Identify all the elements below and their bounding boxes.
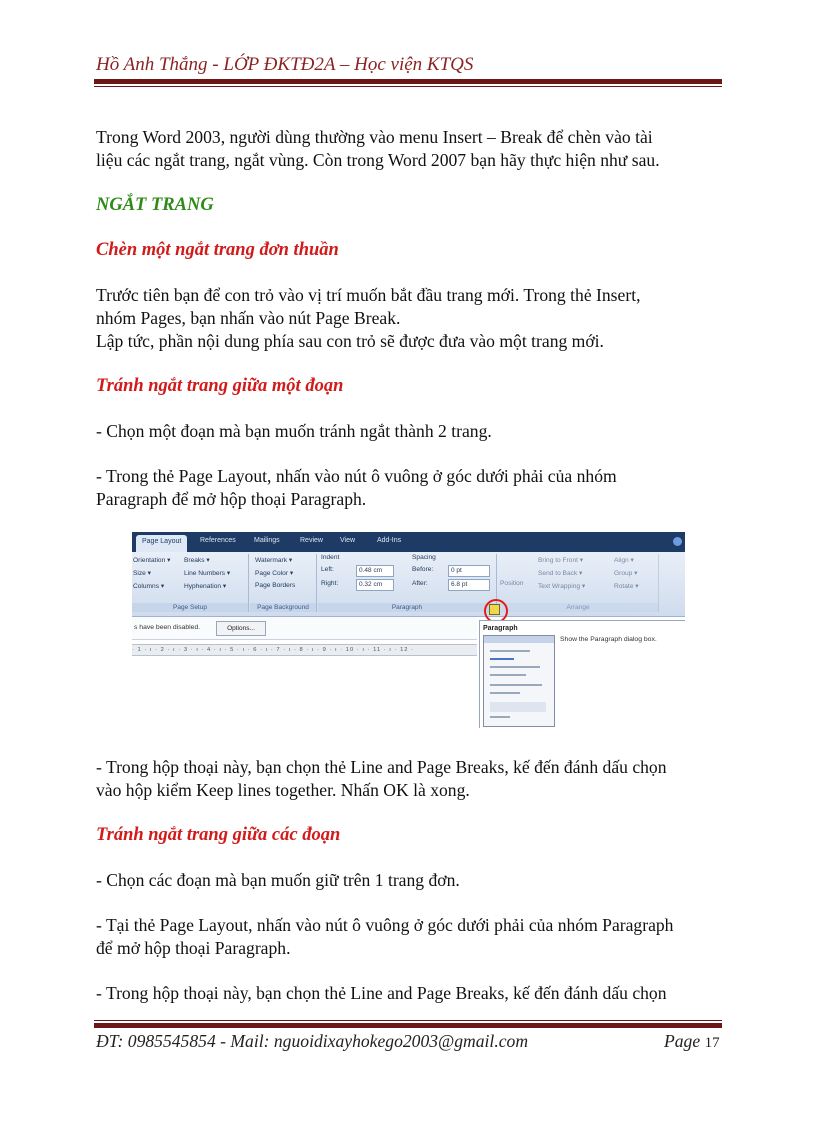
footer-contact: ĐT: 0985545854 - Mail: nguoidixayhokego2003@gmail.com <box>96 1031 529 1051</box>
tab-references[interactable]: References <box>200 537 236 544</box>
page-header: Hồ Anh Thắng - LỚP ĐKTĐ2A – Học viện KTQS <box>96 54 474 75</box>
sub2-paragraph-3-line-2: vào hộp kiểm Keep lines together. Nhấn OK là xong. <box>96 780 470 800</box>
bring-to-front-button[interactable]: Bring to Front ▾ <box>538 557 584 564</box>
breaks-button[interactable]: Breaks ▾ <box>184 557 210 564</box>
page-borders-button[interactable]: Page Borders <box>255 582 296 589</box>
header-rule-thick <box>94 79 722 84</box>
left-indent-input[interactable]: 0.48 cm <box>356 565 394 577</box>
sub3-paragraph-2-line-2: để mở hộp thoại Paragraph. <box>96 938 291 958</box>
sub2-paragraph-2-line-2: Paragraph để mở hộp thoại Paragraph. <box>96 489 367 509</box>
size-button[interactable]: Size ▾ <box>133 570 151 577</box>
options-button[interactable]: Options... <box>216 621 266 636</box>
sub3-paragraph-2-line-1: - Tại thẻ Page Layout, nhấn vào nút ô vuông ở góc dưới phải của nhóm Paragraph <box>96 915 674 935</box>
footer-rule-thick <box>94 1023 722 1028</box>
paragraph-group-label: Paragraph <box>318 603 496 612</box>
spacing-before-label: Before: <box>412 566 434 573</box>
tab-add-ins[interactable]: Add-Ins <box>377 537 402 544</box>
group-page-background <box>250 554 317 612</box>
paragraph-dialog-launcher-icon[interactable] <box>489 604 500 615</box>
columns-button[interactable]: Columns ▾ <box>133 583 165 590</box>
spacing-after-input[interactable]: 6.8 pt <box>448 579 490 591</box>
sub3-paragraph-3: - Trong hộp thoại này, bạn chọn thẻ Line and Page Breaks, kế đến đánh dấu chọn <box>96 983 667 1003</box>
paragraph-dialog-thumbnail <box>483 635 555 727</box>
page-setup-label: Page Setup <box>132 603 248 612</box>
section-title: NGẮT TRANG <box>96 195 214 215</box>
sub2-paragraph-2-line-1: - Trong thẻ Page Layout, nhấn vào nút ô vuông ở góc dưới phải của nhóm <box>96 466 617 486</box>
left-indent-label: Left: <box>321 566 334 573</box>
sub1-line-2: nhóm Pages, bạn nhấn vào nút Page Break. <box>96 308 401 328</box>
send-to-back-button[interactable]: Send to Back ▾ <box>538 570 583 577</box>
page-color-button[interactable]: Page Color ▾ <box>255 570 294 577</box>
help-icon[interactable] <box>673 537 682 546</box>
tooltip-description: Show the Paragraph dialog box. <box>560 636 657 643</box>
intro-line-2: liệu các ngắt trang, ngắt vùng. Còn trong Word 2007 bạn hãy thực hiện như sau. <box>96 150 660 170</box>
hyphenation-button[interactable]: Hyphenation ▾ <box>184 583 227 590</box>
header-rule-thin <box>94 86 722 87</box>
tab-review[interactable]: Review <box>300 537 323 544</box>
subsection-title-3: Tránh ngắt trang giữa các đoạn <box>96 825 341 845</box>
tab-view[interactable]: View <box>340 537 356 544</box>
ribbon <box>132 552 685 617</box>
footer-page <box>664 1031 720 1052</box>
sub1-line-1: Trước tiên bạn để con trỏ vào vị trí muốn bắt đầu trang mới. Trong thẻ Insert, <box>96 285 641 305</box>
page-background-label: Page Background <box>250 603 316 612</box>
subsection-title-2: Tránh ngắt trang giữa một đoạn <box>96 376 344 396</box>
spacing-before-input[interactable]: 0 pt <box>448 565 490 577</box>
rotate-button[interactable]: Rotate ▾ <box>614 583 639 590</box>
tab-page-layout[interactable]: Page Layout <box>136 535 187 554</box>
arrange-label: Arrange <box>498 603 658 612</box>
sub2-paragraph-3-line-1: - Trong hộp thoại này, bạn chọn thẻ Line and Page Breaks, kế đến đánh dấu chọn <box>96 757 667 777</box>
group-arrange <box>498 554 659 612</box>
page-number: 17 <box>704 1035 720 1051</box>
horizontal-ruler[interactable] <box>132 644 477 656</box>
line-numbers-button[interactable]: Line Numbers ▾ <box>184 570 231 577</box>
intro-line-1: Trong Word 2003, người dùng thường vào menu Insert – Break để chèn vào tài <box>96 127 653 147</box>
spacing-label: Spacing <box>412 554 436 561</box>
subsection-title-1: Chèn một ngắt trang đơn thuần <box>96 240 339 260</box>
spacing-after-label: After: <box>412 580 428 587</box>
right-indent-input[interactable]: 0.32 cm <box>356 579 394 591</box>
text-wrapping-button[interactable]: Text Wrapping ▾ <box>538 583 586 590</box>
group-button[interactable]: Group ▾ <box>614 570 638 577</box>
sub1-line-3: Lập tức, phần nội dung phía sau con trỏ sẽ được đưa vào một trang mới. <box>96 331 604 351</box>
footer-rule-thin <box>94 1020 722 1021</box>
position-button[interactable]: Position <box>500 580 524 587</box>
sub3-paragraph-1: - Chọn các đoạn mà bạn muốn giữ trên 1 trang đơn. <box>96 870 460 890</box>
ruler-ticks: · 1 · ı · 2 · ı · 3 · ı · 4 · ı · 5 · ı · 6 · ı · 7 · ı · 8 · ı · 9 · ı · 10 · ı · 11 · ı · 12 · <box>132 647 415 653</box>
tooltip-title: Paragraph <box>483 625 518 632</box>
sub2-paragraph-1: - Chọn một đoạn mà bạn muốn tránh ngắt thành 2 trang. <box>96 421 492 441</box>
page-label: Page <box>664 1031 701 1051</box>
right-indent-label: Right: <box>321 580 339 587</box>
ribbon-screenshot <box>132 532 685 728</box>
align-button[interactable]: Align ▾ <box>614 557 634 564</box>
security-message-bar <box>132 617 477 640</box>
paragraph-tooltip <box>479 620 685 728</box>
group-paragraph <box>318 554 497 612</box>
orientation-button[interactable]: Orientation ▾ <box>133 557 171 564</box>
tab-mailings[interactable]: Mailings <box>254 537 280 544</box>
indent-label: Indent <box>321 554 340 561</box>
message-text: s have been disabled. <box>134 624 201 631</box>
watermark-button[interactable]: Watermark ▾ <box>255 557 293 564</box>
ribbon-tab-bar <box>132 532 685 552</box>
group-page-setup <box>132 554 249 612</box>
